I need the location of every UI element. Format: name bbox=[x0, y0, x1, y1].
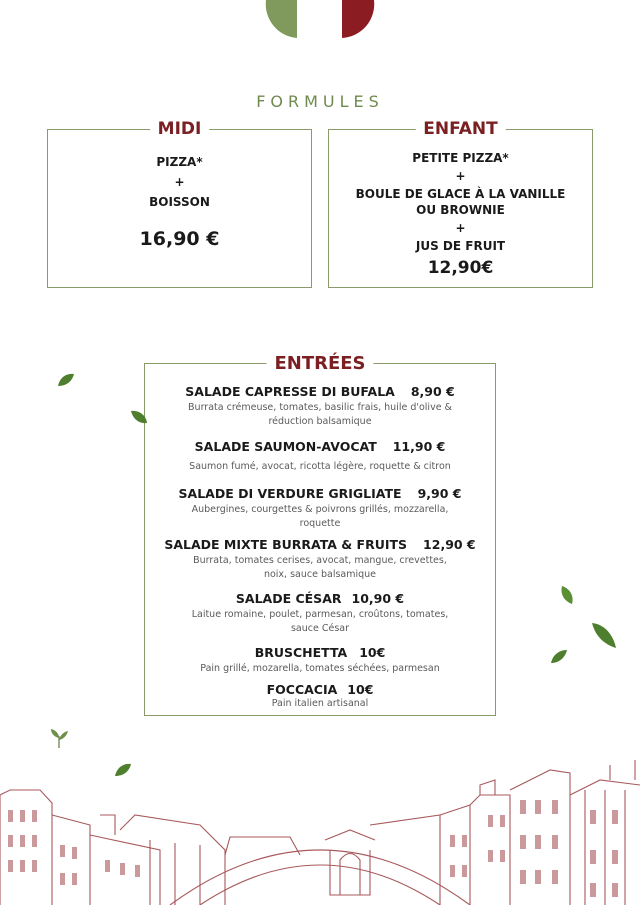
basil-leaf-icon bbox=[558, 584, 576, 606]
basil-leaf-icon bbox=[129, 408, 149, 426]
menu-item-name bbox=[145, 486, 495, 501]
menu-item-desc: Pain italien artisanal bbox=[271, 698, 369, 709]
formule-midi-line2: BOISSON bbox=[149, 195, 210, 209]
item-name-text: BRUSCHETTA bbox=[254, 645, 348, 660]
formule-midi-price: 16,90 € bbox=[139, 228, 220, 250]
entrees-title: ENTRÉES bbox=[266, 353, 373, 374]
menu-item bbox=[145, 645, 495, 676]
formule-enfant-line2: BOULE DE GLACE À LA VANILLE OU BROWNIE bbox=[355, 187, 566, 217]
menu-item-name bbox=[145, 591, 495, 606]
formule-enfant-box bbox=[328, 119, 593, 288]
formule-enfant-price: 12,90€ bbox=[427, 258, 494, 278]
menu-item bbox=[145, 591, 495, 636]
formule-midi-plus: + bbox=[174, 175, 185, 189]
menu-item-desc: Laitue romaine, poulet, parmesan, croûtons, tomates, sauce César bbox=[191, 609, 449, 634]
menu-item-desc: Pain grillé, mozarella, tomates séchées, parmesan bbox=[200, 663, 440, 674]
italian-flag-emblem bbox=[0, 0, 640, 40]
basil-leaf-icon bbox=[549, 648, 569, 666]
menu-item-name bbox=[145, 384, 495, 399]
formule-enfant-plus2: + bbox=[455, 221, 466, 235]
menu-item-desc: Burrata crémeuse, tomates, basilic frais, huile d'olive & réduction balsamique bbox=[188, 402, 452, 427]
menu-item bbox=[145, 682, 495, 711]
menu-item bbox=[145, 537, 495, 582]
formule-midi-box bbox=[47, 119, 312, 288]
formule-enfant-title: ENFANT bbox=[415, 119, 505, 139]
item-price: 11,90 € bbox=[392, 439, 446, 454]
item-price: 12,90 € bbox=[423, 537, 476, 552]
item-name-text: SALADE SAUMON-AVOCAT bbox=[194, 439, 377, 454]
formule-enfant-line1: PETITE PIZZA* bbox=[412, 151, 509, 165]
formule-midi-line1: PIZZA* bbox=[156, 155, 203, 169]
menu-item-desc: Aubergines, courgettes & poivrons grillés, mozzarella, roquette bbox=[191, 504, 449, 529]
basil-leaf-icon bbox=[590, 620, 618, 650]
item-name-text: SALADE MIXTE BURRATA & FRUITS bbox=[164, 537, 408, 552]
item-name-text: FOCCACIA bbox=[266, 682, 338, 697]
menu-item-name bbox=[145, 645, 495, 660]
venice-skyline-illustration bbox=[0, 755, 640, 905]
entrees-box bbox=[144, 353, 496, 716]
item-price: 10€ bbox=[359, 645, 386, 660]
item-price: 8,90 € bbox=[410, 384, 455, 399]
item-name-text: SALADE DI VERDURE GRIGLIATE bbox=[178, 486, 402, 501]
menu-item-name bbox=[145, 682, 495, 697]
item-price: 10,90 € bbox=[351, 591, 405, 606]
menu-item-name bbox=[145, 439, 495, 454]
formule-midi-title: MIDI bbox=[150, 119, 210, 139]
formule-enfant-plus1: + bbox=[455, 169, 466, 183]
formule-enfant-line3: JUS DE FRUIT bbox=[415, 239, 506, 253]
item-name-text: SALADE CAPRESSE DI BUFALA bbox=[185, 384, 395, 399]
menu-item bbox=[145, 384, 495, 429]
basil-sprig-icon bbox=[48, 728, 70, 750]
item-price: 9,90 € bbox=[417, 486, 462, 501]
menu-item bbox=[145, 439, 495, 474]
formules-title: FORMULES bbox=[256, 92, 384, 111]
menu-item-desc: Burrata, tomates cerises, avocat, mangue, crevettes, noix, sauce balsamique bbox=[193, 555, 447, 580]
menu-item-desc: Saumon fumé, avocat, ricotta légère, roquette & citron bbox=[189, 461, 451, 472]
menu-item bbox=[145, 486, 495, 531]
menu-item-name bbox=[145, 537, 495, 552]
item-name-text: SALADE CÉSAR bbox=[235, 591, 342, 606]
basil-leaf-icon bbox=[56, 372, 76, 388]
item-price: 10€ bbox=[347, 682, 374, 697]
